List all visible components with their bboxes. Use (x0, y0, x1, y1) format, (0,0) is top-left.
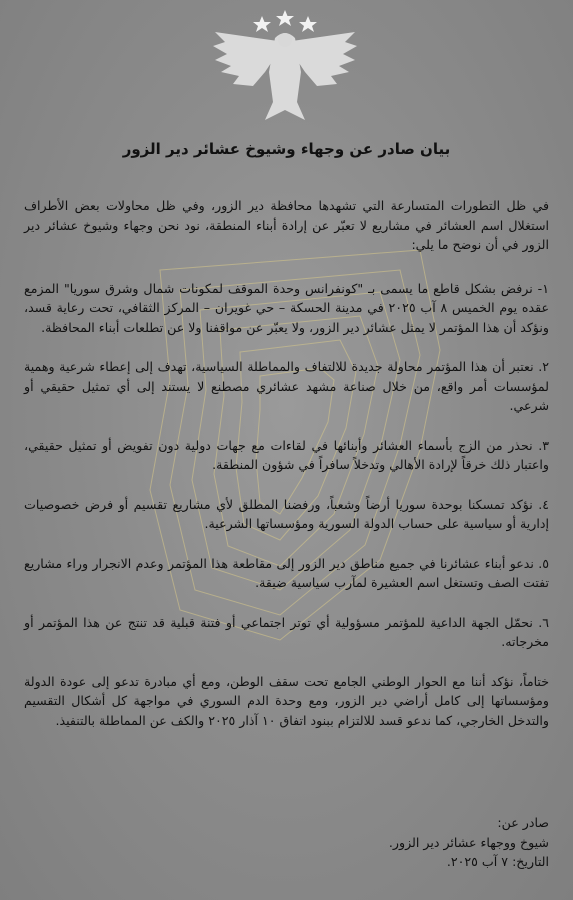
issue-date: التاريخ: ٧ آب ٢٠٢٥. (446, 854, 549, 869)
point-4-paragraph: ٤. نؤكد تمسكنا بوحدة سوريا أرضاً وشعباً، ورفضنا المطلق لأي مشاريع تقسيم أو فرض خصوصيات إدارية أو سياسية على حساب الدولة السورية ومؤسساتها الشرعية. (24, 496, 549, 531)
signature-block (389, 813, 549, 872)
closing-paragraph: ختاماً، نؤكد أننا مع الحوار الوطني الجامع تحت سقف الوطن، ومع أي مبادرة تدعو إلى عودة الدولة ومؤسساتها إلى كامل أراضي دير الزور، ومع وحدة الدم السوري في مواجهة كل أشكال التقسيم والتدخل الخارجي، كما ندعو قسد للالتزام ببنود اتفاق ١٠ آذار ٢٠٢٥ والكف عن المماطلة بالتنفيذ. (24, 673, 549, 728)
eagle-emblem-icon (205, 2, 365, 127)
point-5-paragraph: ٥. ندعو أبناء عشائرنا في جميع مناطق دير الزور إلى مقاطعة هذا المؤتمر وعدم الانجرار وراء مشاريع تفتت الصف وتستغل اسم العشيرة لمآرب سياسية ضيقة. (24, 555, 549, 590)
statement-body (24, 196, 549, 750)
point-3-paragraph: ٣. نحذر من الزج بأسماء العشائر وأبنائها في لقاءات مع جهات دولية دون تفويض أو تمثيل حقيقي، واعتبار ذلك خرقاً لإرادة الأهالي وتدخلاً سافراً في شؤون المنطقة. (24, 437, 549, 472)
point-2-paragraph: ٢. نعتبر أن هذا المؤتمر محاولة جديدة للالتفاف والمماطلة السياسية، تهدف إلى إعطاء شرعية وهمية لمؤسسات أمر واقع، من خلال صناعة مشهد عشائري مصطنع لا يستند إلى أي تمثيل حقيقي أو شرعي. (24, 359, 549, 413)
point-6-paragraph: ٦. نحمّل الجهة الداعية للمؤتمر مسؤولية أي توتر اجتماعي أو فتنة قبلية قد تنتج عن هذا المؤتمر أو مخرجاته. (24, 614, 549, 649)
intro-paragraph: في ظل التطورات المتسارعة التي تشهدها محافظة دير الزور، وفي ظل محاولات بعض الأطراف استغلال اسم العشائر في مشاريع لا تعبّر عن إرادة أبناء المنطقة، نود نحن وجهاء وشيوخ عشائر دير الزور في أن نوضح ما يلي: (24, 198, 549, 252)
issuer-name: شيوخ ووجهاء عشائر دير الزور. (388, 834, 549, 850)
issued-by-label: صادر عن: (497, 815, 549, 830)
point-1-paragraph: ١- نرفض بشكل قاطع ما يسمى بـ "كونفرانس وحدة الموقف لمكونات شمال وشرق سوريا" المزمع عقده يوم الخميس ٨ آب ٢٠٢٥ في مدينة الحسكة – حي غويران – المركز الثقافي، تحت رعاية قسد، ونؤكد أن هذا المؤتمر لا يمثل عشائر دير الزور، ولا يعبّر عن مواقفنا ولا عن تطلعات أبناء المحافظة. (24, 280, 549, 335)
page-title: بيان صادر عن وجهاء وشيوخ عشائر دير الزور (122, 140, 451, 158)
